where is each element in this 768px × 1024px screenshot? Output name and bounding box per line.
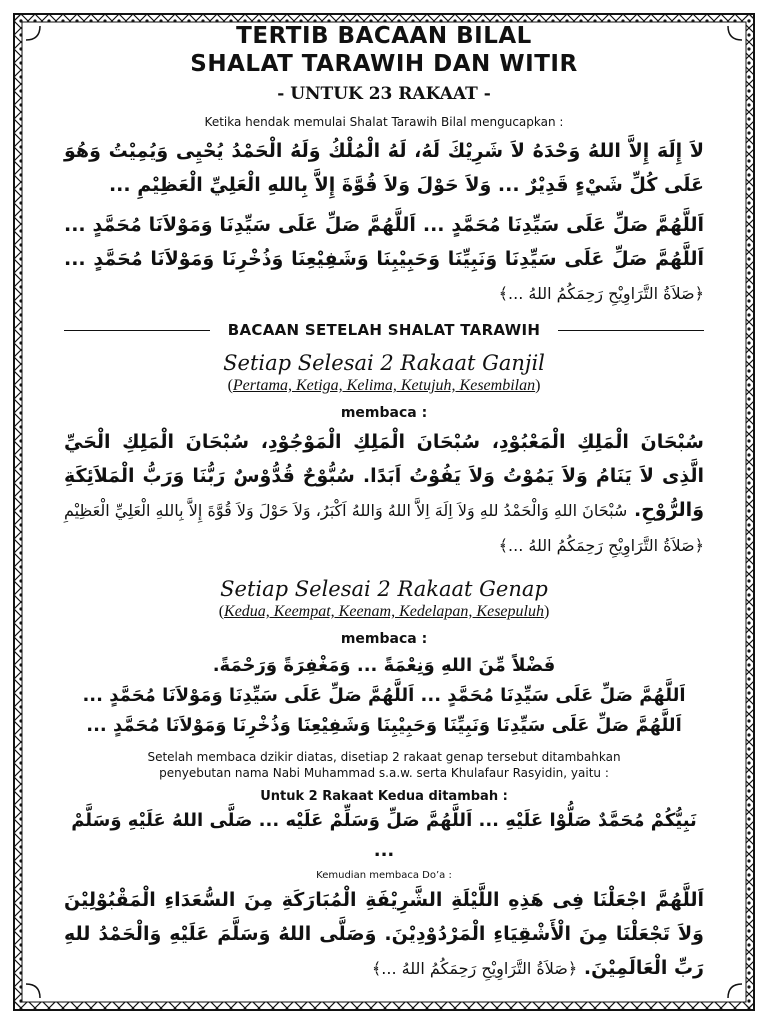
ganjil-membaca: membaca : [340,405,428,421]
genap-title: Setiap Selesai 2 Rakaat Genap [220,577,548,601]
ganjil-arabic [64,425,704,563]
intro-arabic-shalawat-text: اَللَّهُمَّ صَلِّ عَلَى سَيِّدِنَا مُحَمَّدٍ ... اَللَّهُمَّ صَلِّ عَلَى سَيِّدِنَا وَمَوْلاَنَا مُحَمَّدٍ ... اَللَّهُمَّ صَلِّ عَلَى سَيِّدِنَا وَنَبِيِّنَا وَحَبِيْبِنَا وَشَفِيْعِنَا وَذُخْرِنَا وَمَوْلاَنَا مُحَمَّدٍ ... [64,214,704,270]
section-divider [64,321,704,339]
genap-arabic-2: اَللَّهُمَّ صَلِّ عَلَى سَيِّدِنَا مُحَمَّدٍ ... اَللَّهُمَّ صَلِّ عَلَى سَيِّدِنَا وَمَوْلاَنَا مُحَمَّدٍ ... [82,685,686,706]
intro-arabic-tail: ﴿صَلاَةُ التَّرَاوِيْحِ رَحِمَكُمُ اللهُ ...﴾ [498,284,704,303]
doa-arabic-tail: ﴿صَلاَةُ التَّرَاوِيْحِ رَحِمَكُمُ اللهُ ...﴾ [371,959,578,978]
title-line-2: SHALAT TARAWIH DAN WITIR [190,51,578,77]
divider-line-right [558,330,704,331]
section-divider-label: BACAAN SETELAH SHALAT TARAWIH [227,321,541,339]
subtitle: - UNTUK 23 RAKAAT - [277,84,491,104]
doa-arabic [64,883,704,986]
genap-arabic-1: فَضْلاً مِّنَ اللهِ وَنِعْمَةً ... وَمَغْفِرَةً وَرَحْمَةً. [212,655,556,676]
intro-arabic-shalawat [64,208,704,311]
ganjil-title: Setiap Selesai 2 Rakaat Ganjil [223,351,545,375]
genap-note-2: penyebutan nama Nabi Muhammad s.a.w. serta Khulafaur Rasyidin, yaitu : [159,766,609,780]
ganjil-items: (Pertama, Ketiga, Kelima, Ketujuh, Kesembilan) [227,377,541,394]
doa-arabic-text: اَللَّهُمَّ اجْعَلْنَا فِى هَذِهِ اللَّيْلَةِ الشَّرِيْفَةِ الْمُبَارَكَةِ مِنَ السُّعَدَاءِ الْمَقْبُوْلِيْنَ وَلاَ تَجْعَلْنَا مِنَ الْأَشْقِيَاءِ الْمَرْدُوْدِيْنَ. وَصَلَّى اللهُ وَسَلَّمَ عَلَيْهِ وَالْحَمْدُ للهِ رَبِّ الْعَالَمِيْنَ. [64,889,704,979]
genap-arabic-3: اَللَّهُمَّ صَلِّ عَلَى سَيِّدِنَا وَنَبِيِّنَا وَحَبِيْبِنَا وَشَفِيْعِنَا وَذُخْرِنَا وَمَوْلاَنَا مُحَمَّدٍ ... [86,715,682,736]
doa-label: Kemudian membaca Do’a : [316,870,452,881]
kedua-arabic: نَبِيُّكُمْ مُحَمَّدٌ صَلُّوْا عَلَيْهِ ... اَللَّهُمَّ صَلِّ وَسَلِّمْ عَلَيْه ... صَلَّى اللهُ عَلَيْهِ وَسَلَّمْ ... [71,810,697,861]
intro-note: Ketika hendak memulai Shalat Tarawih Bilal mengucapkan : [204,115,564,129]
genap-items-list: Kedua, Keempat, Keenam, Kedelapan, Kesepuluh [224,603,544,620]
title-line-1: TERTIB BACAAN BILAL [236,23,532,49]
ganjil-arabic-text: سُبْحَانَ الْمَلِكِ الْمَعْبُوْدِ، سُبْحَانَ الْمَلِكِ الْمَوْجُوْدِ، سُبْحَانَ الْمَلِكِ الْحَيِّ الَّذِى لاَ يَنَامُ وَلاَ يَمُوْتُ وَلاَ يَفُوْتُ اَبَدًا. سُبُّوْحٌ قُدُّوْسٌ رَبُّنَا وَرَبُّ الْمَلاَئِكَةِ وَالرُّوْحِ. [64,431,704,521]
genap-note-1: Setelah membaca dzikir diatas, disetiap 2 rakaat genap tersebut ditambahkan [147,750,621,764]
intro-arabic-tahlil: لاَ إِلَهَ إِلاَّ اللهُ وَحْدَهُ لاَ شَرِيْكَ لَهُ، لَهُ الْمُلْكُ وَلَهُ الْحَمْدُ يُحْيِى وَيُمِيْتُ وَهُوَ عَلَى كُلِّ شَيْءٍ قَدِيْرٌ ... وَلاَ حَوْلَ وَلاَ قُوَّةَ إِلاَّ بِاللهِ الْعَلِيِّ الْعَظِيْمِ ... [64,140,704,196]
document-body [64,22,704,986]
genap-items: (Kedua, Keempat, Keenam, Kedelapan, Kesepuluh) [218,603,550,620]
ganjil-arabic-light: سُبْحَانَ اللهِ وَالْحَمْدُ للهِ وَلاَ اِلَهَ اِلاَّ اللهُ وَاللهُ اَكْبَرُ، وَلاَ حَوْلَ وَلاَ قُوَّةَ إِلاَّ بِاللهِ الْعَلِيِّ الْعَظِيْمِ ﴿صَلاَةُ التَّرَاوِيْحِ رَحِمَكُمُ اللهُ ...﴾ [64,501,704,555]
divider-line-left [64,330,210,331]
ganjil-items-list: Pertama, Ketiga, Kelima, Ketujuh, Kesembilan [232,377,536,394]
genap-membaca: membaca : [340,631,428,647]
kedua-title: Untuk 2 Rakaat Kedua ditambah : [260,789,508,804]
